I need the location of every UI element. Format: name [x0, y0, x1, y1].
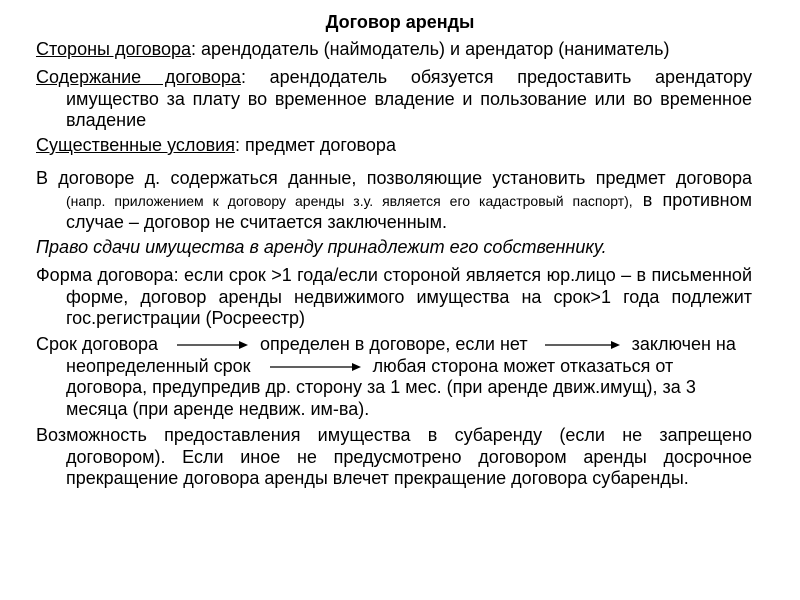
paragraph-content: [36, 67, 752, 132]
paragraph-parties: [36, 39, 752, 61]
content-label: Содержание договора: [36, 67, 241, 87]
slide-title: Договор аренды: [325, 12, 475, 32]
arrow-right-icon: [270, 362, 362, 372]
term-indefinite-text: заключен на неопределенный срок: [66, 334, 736, 376]
subject-data-text-1: В договоре д. содержаться данные, позволяющие установить предмет договора: [36, 168, 752, 188]
term-defined-text: определен в договоре, если нет: [260, 334, 528, 354]
essential-terms-label: Существенные условия: [36, 135, 235, 155]
term-label: Срок договора: [36, 334, 158, 354]
paragraph-essential-terms: [36, 135, 752, 157]
parties-text: : арендодатель (наймодатель) и арендатор (наниматель): [191, 39, 670, 59]
paragraph-sublease: Возможность предоставления имущества в субаренду (если не запрещено договором). Если иное не предусмотрено договором аренды досрочное прекращение договора аренды влечет прекращение договора субаренды.: [36, 425, 752, 488]
parties-label: Стороны договора: [36, 39, 192, 59]
paragraph-term: [36, 334, 752, 420]
paragraph-subject-data: [36, 168, 752, 234]
content-text: : арендодатель обязуется предоставить арендатору имущество за плату во временное владение и пользование или во временное владение: [66, 67, 752, 130]
subject-data-note: (напр. приложением к договору аренды з.у. является его кадастровый паспорт),: [66, 192, 633, 209]
term-withdrawal-text: любая сторона может отказаться от договора, предупредив др. сторону за 1 мес. (при аренде движ.имущ), за 3 месяца (при аренде недвиж. им-ва).: [66, 355, 696, 419]
arrow-right-icon: [545, 340, 621, 350]
arrow-right-icon: [177, 340, 249, 350]
subject-data-text-2: в противном случае – договор не считается заключенным.: [66, 189, 753, 232]
essential-terms-text: : предмет договора: [234, 135, 396, 155]
paragraph-owner-right: Право сдачи имущества в аренду принадлежит его собственнику.: [36, 237, 607, 257]
paragraph-form: Форма договора: если срок >1 года/если стороной является юр.лицо – в письменной форме, договор аренды недвижимого имущества на срок>1 года подлежит гос.регистрации (Росреестр): [36, 265, 752, 328]
